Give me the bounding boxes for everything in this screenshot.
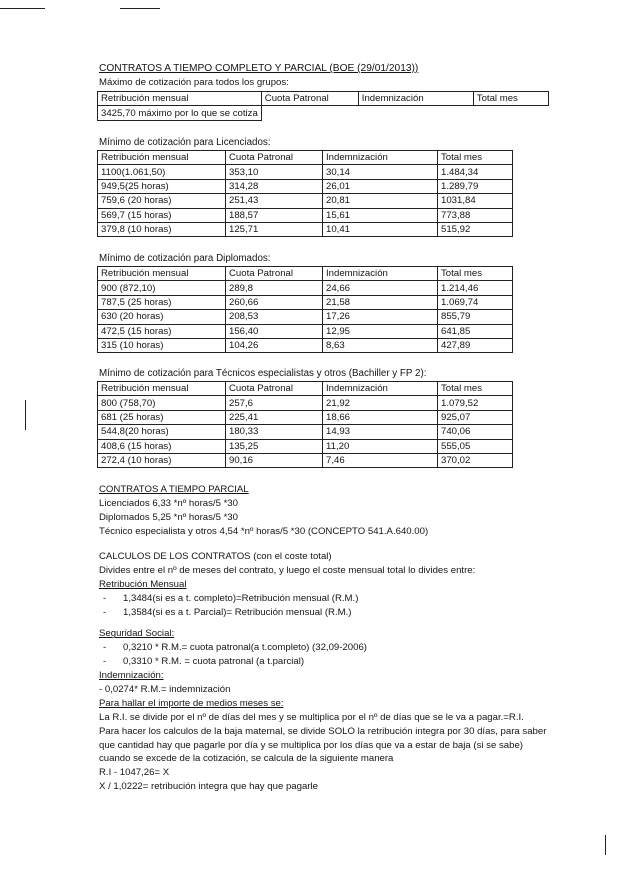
parcial-heading: CONTRATOS A TIEMPO PARCIAL (99, 484, 249, 495)
table-header-cell: Cuota Patronal (261, 92, 358, 106)
table-cell: 125,71 (226, 222, 323, 236)
table-cell: 370,02 (438, 453, 513, 467)
table-row (98, 382, 513, 396)
table-cell: 641,85 (438, 324, 513, 338)
bullet-dash: - (103, 592, 107, 604)
parcial-line: Técnico especialista y otros 4,54 *nº horas/5 *30 (CONCEPTO 541.A.640.00) (99, 525, 429, 537)
bullet-dash: - (103, 606, 107, 618)
table-cell: 104,26 (226, 338, 323, 352)
list-item (99, 641, 546, 655)
calculos-section (99, 550, 546, 794)
seguridad-heading: Seguridad Social: (99, 628, 175, 640)
table-header-cell: Retribución mensual (98, 92, 262, 106)
table-cell: 1031,84 (438, 194, 513, 208)
table-cell (261, 106, 358, 120)
max-note: Máximo de cotización para todos los grupos: (99, 77, 289, 88)
scan-mark (120, 8, 160, 9)
tecnicos-table (97, 381, 513, 468)
calculos-heading: CALCULOS DE LOS CONTRATOS (con el coste total) (99, 551, 332, 562)
table-cell: 1.079,52 (438, 396, 513, 410)
table-header-cell: Retribución mensual (98, 151, 226, 165)
table-cell: 7,46 (323, 453, 438, 467)
table-cell: 15,61 (323, 208, 438, 222)
table-row (98, 179, 513, 193)
table-cell: 26,01 (323, 179, 438, 193)
list-item-text: 1,3584(si es a t. Parcial)= Retribución mensual (R.M.) (123, 606, 352, 618)
table-cell: 11,20 (323, 439, 438, 453)
licenciados-table (97, 150, 513, 237)
list-item (99, 655, 546, 669)
list-item-text: 0,3210 * R.M.= cuota patronal(a t.completo) (32,09-2006) (123, 642, 367, 654)
table-header-cell: Retribución mensual (98, 267, 226, 281)
table-cell: 18,66 (323, 410, 438, 424)
table-row (98, 425, 513, 439)
table-cell: 3425,70 máximo por lo que se cotiza (98, 106, 262, 120)
table-cell: 740,06 (438, 425, 513, 439)
medios-line: Para hacer los calculos de la baja maternal, se divide SOLO la retribución integra por 30 días, para saber (99, 725, 547, 737)
table-cell: 20,81 (323, 194, 438, 208)
table-row (98, 92, 549, 106)
table-cell: 24,66 (323, 281, 438, 295)
table-cell: 289,8 (226, 281, 323, 295)
table-cell: 855,79 (438, 310, 513, 324)
parcial-line: Diplomados 5,25 *nº horas/5 *30 (99, 511, 238, 523)
table-cell: 800 (758,70) (98, 396, 226, 410)
table-cell: 156,40 (226, 324, 323, 338)
table-cell: 759,6 (20 horas) (98, 194, 226, 208)
table-cell: 1.289,79 (438, 179, 513, 193)
spacer (99, 619, 546, 627)
table-cell: 1100(1.061,50) (98, 165, 226, 179)
table-cell: 30,14 (323, 165, 438, 179)
table-header-cell: Total mes (438, 382, 513, 396)
table-row (98, 194, 513, 208)
scan-mark (25, 400, 26, 430)
table-cell: 315 (10 horas) (98, 338, 226, 352)
section-heading: Mínimo de cotización para Licenciados: (99, 137, 271, 148)
table-cell: 135,25 (226, 439, 323, 453)
table-row (98, 396, 513, 410)
table-cell: 900 (872,10) (98, 281, 226, 295)
table-cell: 427,89 (438, 338, 513, 352)
table-header-cell: Indemnización (358, 92, 473, 106)
table-row (98, 295, 513, 309)
table-cell: 353,10 (226, 165, 323, 179)
table-row (98, 453, 513, 467)
medios-line: que cantidad hay que pagarle por día y se multiplica por los días que va a estar de baja (si se sabe) (99, 739, 523, 751)
table-cell: 515,92 (438, 222, 513, 236)
list-item (99, 592, 546, 606)
table-header-cell: Retribución mensual (98, 382, 226, 396)
table-header-cell: Cuota Patronal (226, 267, 323, 281)
table-cell (358, 106, 473, 120)
table-cell: 1.069,74 (438, 295, 513, 309)
table-cell: 17,26 (323, 310, 438, 324)
table-cell: 544,8(20 horas) (98, 425, 226, 439)
table-cell: 1.484,34 (438, 165, 513, 179)
section-heading: Mínimo de cotización para Técnicos especialistas y otros (Bachiller y FP 2): (99, 368, 427, 379)
table-header-cell: Indemnización (323, 151, 438, 165)
table-row (98, 208, 513, 222)
list-item-text: 1,3484(si es a t. completo)=Retribución mensual (R.M.) (123, 592, 359, 604)
table-row (98, 310, 513, 324)
table-row (98, 165, 513, 179)
table-cell: 379,8 (10 horas) (98, 222, 226, 236)
parcial-section (99, 483, 428, 539)
table-header-cell: Total mes (438, 151, 513, 165)
table-cell: 21,58 (323, 295, 438, 309)
table-header-cell: Total mes (473, 92, 548, 106)
table-cell: 630 (20 horas) (98, 310, 226, 324)
table-row (98, 222, 513, 236)
table-cell: 12,95 (323, 324, 438, 338)
parcial-line: Licenciados 6,33 *nº horas/5 *30 (99, 497, 238, 509)
section-heading: Mínimo de cotización para Diplomados: (99, 253, 271, 264)
indemnizacion-heading: Indemnización: (99, 670, 164, 682)
medios-line: R.I - 1047,26= X (99, 767, 170, 779)
diplomados-table (97, 266, 513, 353)
table-row (98, 151, 513, 165)
table-cell: 787,5 (25 horas) (98, 295, 226, 309)
table-cell: 225,41 (226, 410, 323, 424)
bullet-dash: - (103, 656, 107, 668)
list-item (99, 606, 546, 620)
table-cell: 90,16 (226, 453, 323, 467)
table-row (98, 324, 513, 338)
table-cell: 14,93 (323, 425, 438, 439)
retribucion-heading: Retribución Mensual (99, 578, 187, 590)
table-cell: 314,28 (226, 179, 323, 193)
medios-heading: Para hallar el importe de medios meses se: (99, 697, 284, 709)
table-cell: 949,5(25 horas) (98, 179, 226, 193)
table-cell: 257,6 (226, 396, 323, 410)
table-cell: 272,4 (10 horas) (98, 453, 226, 467)
table-row (98, 281, 513, 295)
table-row (98, 267, 513, 281)
table-header-cell: Cuota Patronal (226, 382, 323, 396)
table-cell: 569,7 (15 horas) (98, 208, 226, 222)
indemnizacion-line: - 0,0274* R.M.= indemnización (99, 684, 231, 696)
table-header-cell: Indemnización (323, 382, 438, 396)
table-cell (473, 106, 548, 120)
table-row (98, 439, 513, 453)
bullet-dash: - (103, 642, 107, 654)
table-cell: 555,05 (438, 439, 513, 453)
table-cell: 260,66 (226, 295, 323, 309)
document-title: CONTRATOS A TIEMPO COMPLETO Y PARCIAL (BOE (29/01/2013)) (99, 63, 419, 74)
table-cell: 773,88 (438, 208, 513, 222)
table-header-cell: Cuota Patronal (226, 151, 323, 165)
table-cell: 472,5 (15 horas) (98, 324, 226, 338)
max-table (97, 91, 549, 121)
table-cell: 10,41 (323, 222, 438, 236)
table-cell: 408,6 (15 horas) (98, 439, 226, 453)
table-header-cell: Indemnización (323, 267, 438, 281)
list-item-text: 0,3310 * R.M. = cuota patronal (a t.parcial) (123, 656, 305, 668)
table-cell: 1.214,46 (438, 281, 513, 295)
medios-line: X / 1,0222= retribución integra que hay que pagarle (99, 781, 318, 793)
table-cell: 180,33 (226, 425, 323, 439)
scan-mark (0, 8, 45, 9)
table-cell: 21,92 (323, 396, 438, 410)
table-cell: 251,43 (226, 194, 323, 208)
table-cell: 681 (25 horas) (98, 410, 226, 424)
table-cell: 208,53 (226, 310, 323, 324)
medios-line: La R.I. se divide por el nº de días del mes y se multiplica por el nº de días que se le va a pagar.=R.I. (99, 711, 524, 723)
calculos-intro: Divides entre el nº de meses del contrato, y luego el coste mensual total lo divides entre: (99, 564, 476, 576)
table-row (98, 106, 549, 120)
scan-mark (605, 835, 606, 855)
table-header-cell: Total mes (438, 267, 513, 281)
table-row (98, 338, 513, 352)
medios-line: cuando se excede de la cotización, se calcula de la siguiente manera (99, 753, 394, 765)
table-cell: 8,63 (323, 338, 438, 352)
table-cell: 188,57 (226, 208, 323, 222)
table-cell: 925,07 (438, 410, 513, 424)
table-row (98, 410, 513, 424)
